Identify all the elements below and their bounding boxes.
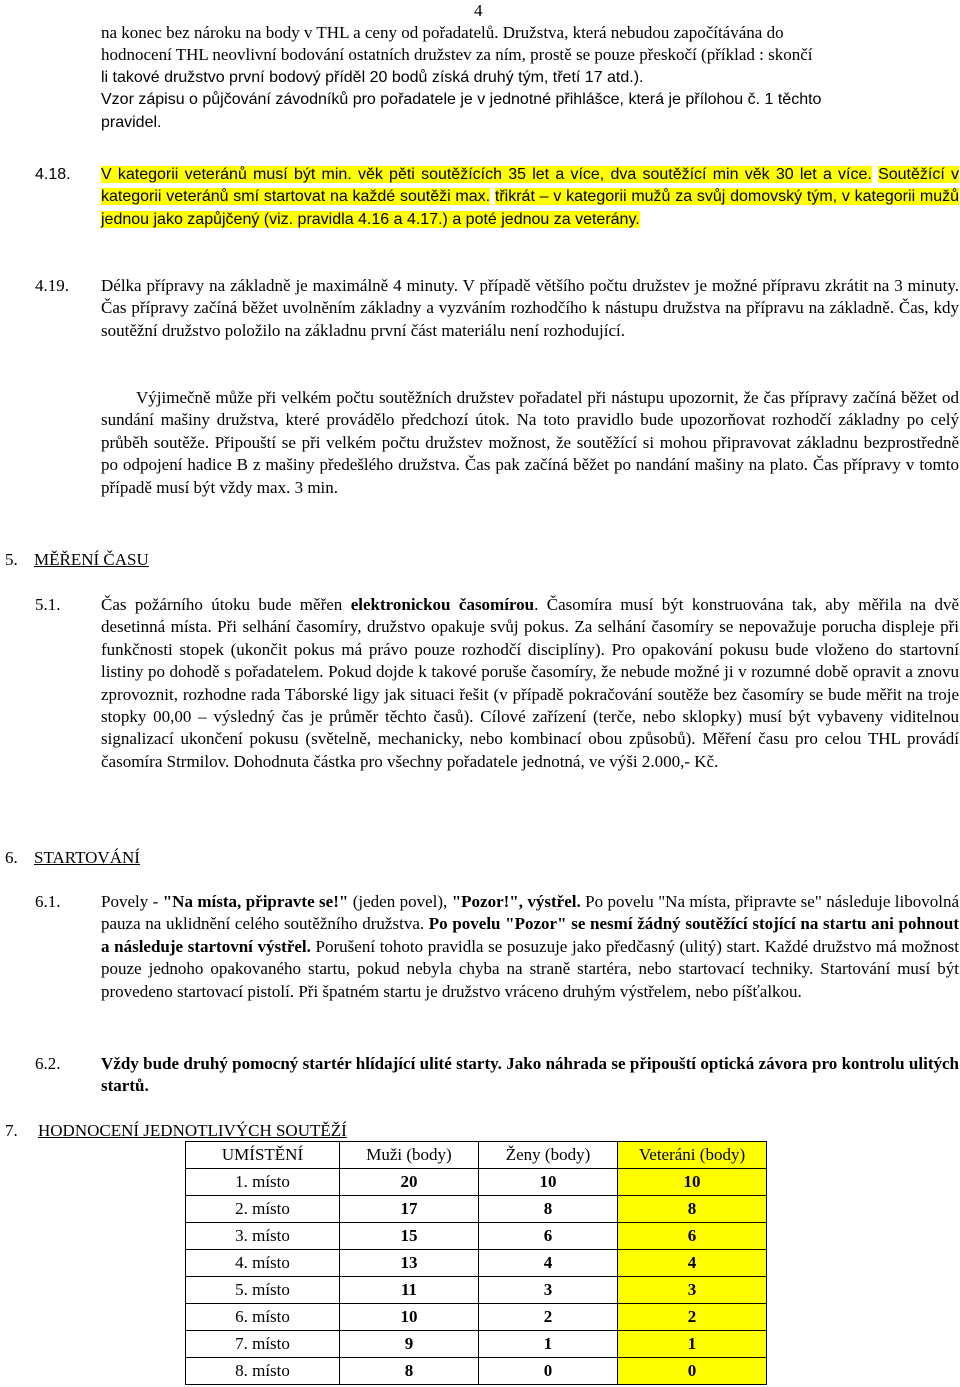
- section-5-number: 5.: [5, 550, 18, 569]
- women-points-cell: 2: [479, 1304, 618, 1331]
- veterans-points-cell: 1: [618, 1331, 767, 1358]
- men-points-cell: 13: [340, 1250, 479, 1277]
- rule-6-2-bold: Vždy bude druhý pomocný startér hlídající ulité starty. Jako náhrada se připouští optická závora pro kontrolu ulitých startů.: [101, 1054, 959, 1096]
- table-row: [186, 1250, 767, 1277]
- rule-6-1-number: 6.1.: [35, 892, 61, 911]
- section-5-heading: [5, 549, 149, 571]
- table-row: [186, 1331, 767, 1358]
- rule-6-1-f: Po povelu "Pozor" se nesmí žádný soutěžící stojící na startu ani pohnout a následuje startovní výstřel.: [101, 914, 959, 956]
- scoring-header-row: [186, 1142, 767, 1169]
- header-men: Muži (body): [340, 1142, 479, 1169]
- veterans-points-cell: 4: [618, 1250, 767, 1277]
- section-6-title: STARTOVÁNÍ: [34, 848, 140, 867]
- placement-cell: 6. místo: [186, 1304, 340, 1331]
- table-row: [186, 1277, 767, 1304]
- intro-line-5: pravidel.: [101, 113, 162, 131]
- men-points-cell: 20: [340, 1169, 479, 1196]
- section-6-number: 6.: [5, 848, 18, 867]
- intro-line-2: hodnocení THL neovlivní bodování ostatních družstev za ním, prostě se pouze přeskočí (příklad : skončí: [101, 45, 813, 65]
- rule-5-1-a: Čas požárního útoku bude měřen: [101, 595, 343, 614]
- veterans-points-cell: 3: [618, 1277, 767, 1304]
- rule-4-18-text: [101, 164, 959, 231]
- placement-cell: 7. místo: [186, 1331, 340, 1358]
- intro-line-1: na konec bez nároku na body v THL a ceny od pořadatelů. Družstva, která nebudou započítávána do: [101, 23, 784, 42]
- rule-6-1-b: "Na místa, připravte se!": [162, 892, 349, 911]
- rule-6-1-c: (jeden povel),: [352, 892, 448, 911]
- rule-5-1-c: . Časomíra musí být konstruována tak, aby měřila na dvě desetinná místa. Při selhání časomíry, družstvo opakuje svůj pokus. Za selhání časomíry se nepovažuje porucha displeje při funkčnosti stopek (ukončit pokus má právo pouze rozhodčí disciplíny). Pro opakování pokusu bude vloženo do startovní listiny po dohodě s pořadatelem. Pokud dojde k takové poruše časomíry, že nebude možné ji v rozumné době opravit a znovu zprovoznit, rozhodne rada Táborské ligy jak situaci řešit (v případě pokračování soutěže bez časomíry se bude měřit na troje stopky 00,00 – výsledný čas je průměr těchto časů). Cílové zařízení (terče, nebo sklopky) musí být vybaveny viditelnou signalizací ukončení pokusu (světelně, mechanicky, nebo kombinací obou způsobů). Měření času pro celou THL provádí časomíra Strmilov. Dohodnuta částka pro všechny pořadatele jednotná, ve výši 2.000,- Kč.: [101, 595, 960, 771]
- placement-cell: 5. místo: [186, 1277, 340, 1304]
- women-points-cell: 10: [479, 1169, 618, 1196]
- intro-line-4: Vzor zápisu o půjčování závodníků pro pořadatele je v jednotné přihlášce, která je přílohou č. 1 těchto: [101, 91, 822, 109]
- intro-line-3: li takové družstvo první bodový příděl 20 bodů získá druhý tým, třetí 17 atd.).: [101, 68, 644, 86]
- rule-4-18-part2: Soutěžící v kategorii veteránů smí startovat na každé soutěži max.: [101, 166, 959, 206]
- section-7-title: HODNOCENÍ JEDNOTLIVÝCH SOUTĚŽÍ: [38, 1121, 347, 1140]
- table-row: [186, 1169, 767, 1196]
- veterans-points-cell: 6: [618, 1223, 767, 1250]
- men-points-cell: 10: [340, 1304, 479, 1331]
- table-row: [186, 1358, 767, 1385]
- women-points-cell: 1: [479, 1331, 618, 1358]
- intro-paragraph: [101, 22, 959, 134]
- men-points-cell: 15: [340, 1223, 479, 1250]
- veterans-points-cell: 0: [618, 1358, 767, 1385]
- men-points-cell: 11: [340, 1277, 479, 1304]
- header-placement: UMÍSTĚNÍ: [186, 1142, 340, 1169]
- rule-6-1-g: Porušení tohoto pravidla se posuzuje jako předčasný (ulitý) start. Každé družstvo má možnost pouze jednoho opakovaného startu, pokud nebyla chyba na straně startéra, nebo startovací techniky. Startování musí být provedeno startovací pistolí. Při špatném startu je družstvo vráceno druhým výstřelem, nebo píšťalkou.: [101, 936, 960, 1001]
- placement-cell: 2. místo: [186, 1196, 340, 1223]
- veterans-points-cell: 8: [618, 1196, 767, 1223]
- rule-6-1-d: "Pozor!", výstřel.: [451, 892, 581, 911]
- table-row: [186, 1196, 767, 1223]
- women-points-cell: 8: [479, 1196, 618, 1223]
- men-points-cell: 8: [340, 1358, 479, 1385]
- rule-5-1-bold: elektronickou časomírou: [350, 595, 535, 614]
- header-women: Ženy (body): [479, 1142, 618, 1169]
- placement-cell: 3. místo: [186, 1223, 340, 1250]
- women-points-cell: 3: [479, 1277, 618, 1304]
- rule-6-1-a: Povely -: [101, 892, 159, 911]
- table-row: [186, 1304, 767, 1331]
- scoring-table: [185, 1141, 767, 1385]
- rule-4-19-exception: Výjimečně může při velkém počtu soutěžních družstev pořadatel při nástupu upozornit, že čas přípravy začíná běžet od sundání mašiny družstva, které provádělo předchozí útok. Na toto pravidlo bude upozorňovat rozhodčí základny po celý průběh soutěže. Připouští se při velkém počtu družstev možnost, že soutěžící si mohou připravovat základnu bezprostředně po odpojení hadice B z mašiny předešlého družstva. Čas pak začíná běžet po nandání mašiny na plato. Čas přípravy v tomto případě musí být vždy max. 3 min.: [101, 388, 959, 497]
- women-points-cell: 0: [479, 1358, 618, 1385]
- rule-6-2-number: 6.2.: [35, 1054, 61, 1073]
- header-veterans: Veteráni (body): [618, 1142, 767, 1169]
- women-points-cell: 4: [479, 1250, 618, 1277]
- rule-6-1-e: Po povelu "Na místa, připravte se" následuje libovolná pauza na uklidnění celého soutěžního družstva.: [101, 892, 960, 934]
- rule-4-18-number: 4.18.: [35, 166, 71, 183]
- veterans-points-cell: 2: [618, 1304, 767, 1331]
- rule-6-1-text: [101, 891, 959, 1003]
- women-points-cell: 6: [479, 1223, 618, 1250]
- rule-6-2-text: [101, 1053, 959, 1098]
- page-number: 4: [474, 1, 483, 20]
- rule-4-19-number: 4.19.: [35, 276, 69, 295]
- placement-cell: 4. místo: [186, 1250, 340, 1277]
- placement-cell: 8. místo: [186, 1358, 340, 1385]
- rule-5-1-number: 5.1.: [35, 595, 61, 614]
- section-7-number: 7.: [5, 1121, 18, 1140]
- placement-cell: 1. místo: [186, 1169, 340, 1196]
- rule-4-18-part3: třikrát – v kategorii mužů za svůj domovský tým, v kategorii mužů jednou jako zapůjčený (viz. pravidla 4.16 a 4.17.) a poté jednou za veterány.: [101, 188, 960, 228]
- men-points-cell: 17: [340, 1196, 479, 1223]
- men-points-cell: 9: [340, 1331, 479, 1358]
- section-6-heading: [5, 847, 140, 869]
- section-5-title: MĚŘENÍ ČASU: [34, 550, 149, 569]
- table-row: [186, 1223, 767, 1250]
- rule-5-1-text: [101, 594, 959, 773]
- rule-4-18-part1: V kategorii veteránů musí být min. věk pěti soutěžících 35 let a více, dva soutěžící min věk 30 let a více.: [101, 166, 872, 183]
- veterans-points-cell: 10: [618, 1169, 767, 1196]
- section-7-heading: [5, 1120, 347, 1142]
- rule-4-19-text: Délka přípravy na základně je maximálně 4 minuty. V případě většího počtu družstev je možné přípravu zkrátit na 3 minuty. Čas přípravy začíná běžet uvolněním základny a vyzváním rozhodčího k nástupu družstva na přípravu na základně. Čas, kdy soutěžní družstvo položilo na základnu první část materiálu není rozhodující.: [101, 276, 959, 340]
